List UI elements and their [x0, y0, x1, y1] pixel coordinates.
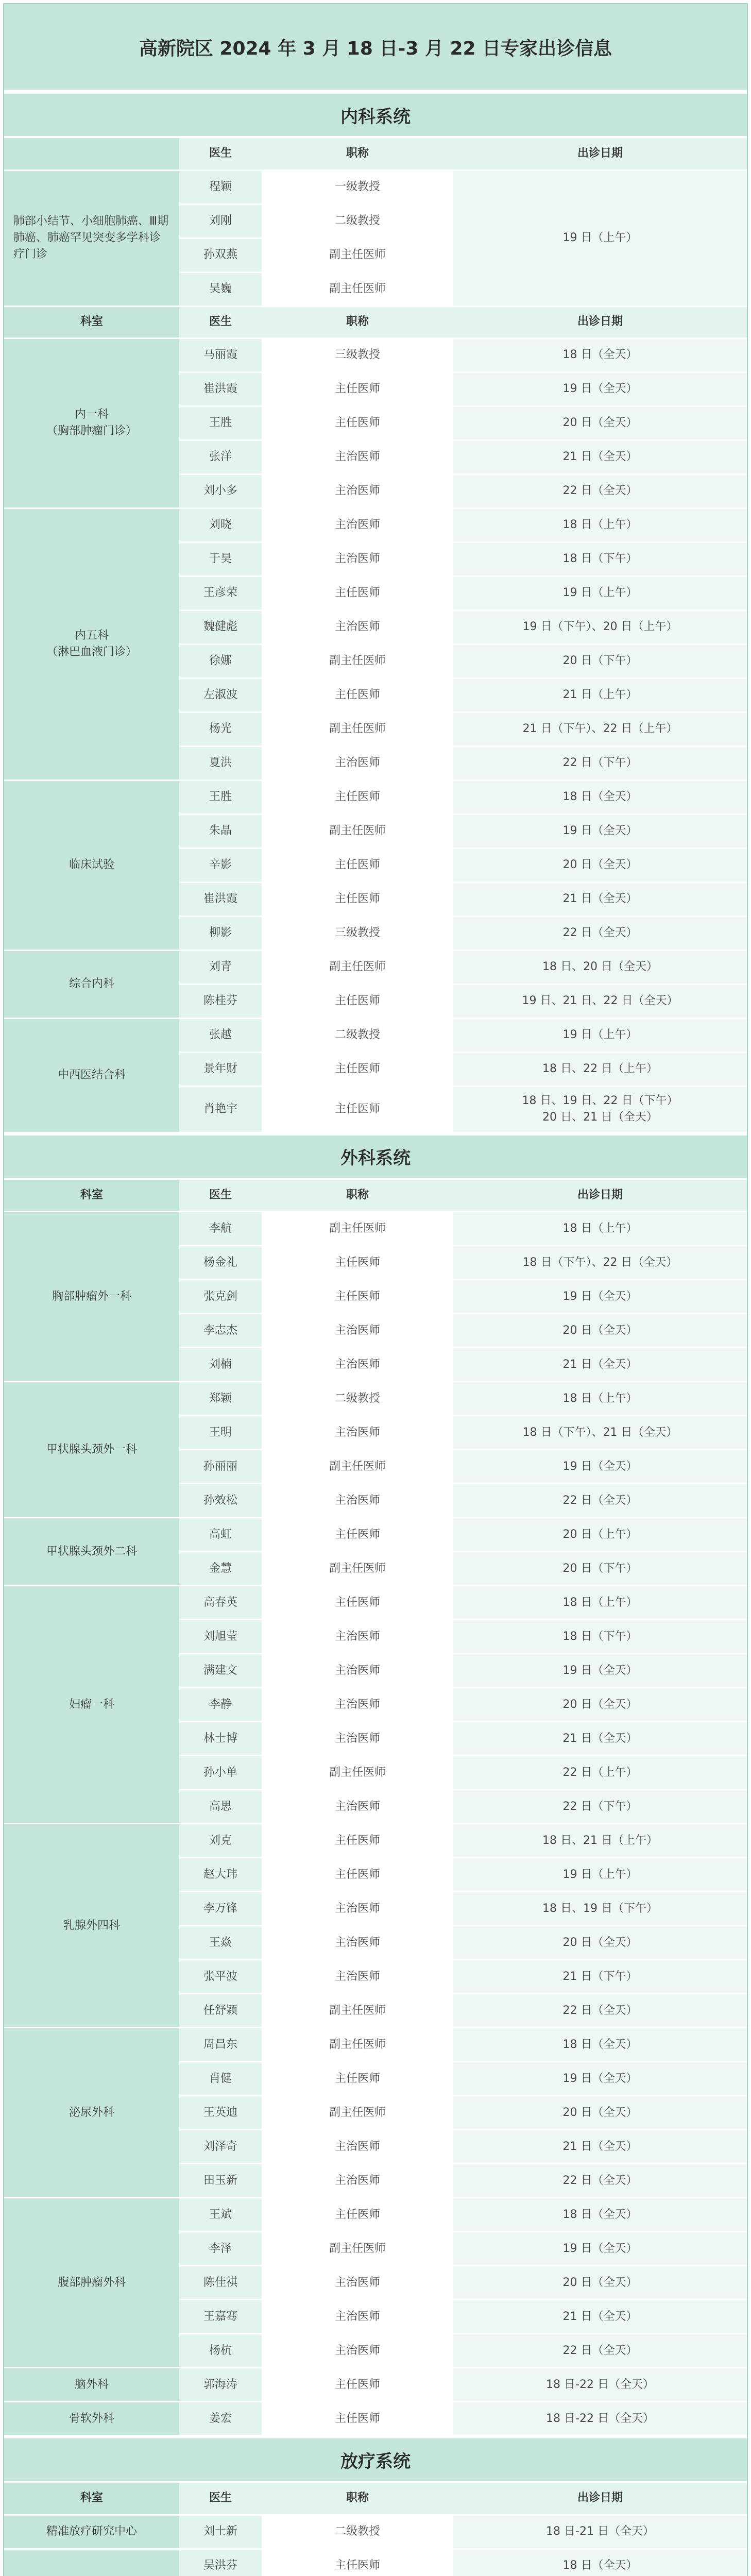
- title-cell: 主治医师: [262, 1790, 453, 1824]
- date-cell: 21 日（全天）: [453, 2130, 747, 2164]
- date-cell: 20 日（全天）: [453, 848, 747, 882]
- title-cell: 主治医师: [262, 2130, 453, 2164]
- title-cell: 主治医师: [262, 1348, 453, 1382]
- title-cell: 副主任医师: [262, 238, 453, 272]
- doctor-cell: 吴洪芬: [179, 2549, 262, 2576]
- doctor-cell: 孙效松: [179, 1484, 262, 1518]
- table-row: [4, 950, 747, 984]
- title-cell: 主治医师: [262, 542, 453, 576]
- title-cell: 二级教授: [262, 1018, 453, 1052]
- header-date: 出诊日期: [453, 1180, 747, 1212]
- date-cell: 22 日（全天）: [453, 2164, 747, 2198]
- doctor-cell: 孙小单: [179, 1756, 262, 1790]
- header-doctor: 医生: [179, 306, 262, 338]
- date-cell: 19 日（上午）: [453, 576, 747, 610]
- header-date: 出诊日期: [453, 2483, 747, 2515]
- date-cell: 22 日（全天）: [453, 474, 747, 508]
- table-row: [4, 1824, 747, 1858]
- title-cell: 副主任医师: [262, 814, 453, 848]
- doctor-cell: 魏健彪: [179, 610, 262, 644]
- date-cell: 18 日（上午）: [453, 1586, 747, 1620]
- title-cell: 主任医师: [262, 406, 453, 440]
- title-cell: 副主任医师: [262, 2028, 453, 2062]
- date-cell: 20 日（下午）: [453, 644, 747, 678]
- dept-cell: 乳腺外四科: [4, 1824, 179, 2028]
- title-cell: 主任医师: [262, 1586, 453, 1620]
- doctor-cell: 刘小多: [179, 474, 262, 508]
- date-cell: 21 日（下午）、22 日（上午）: [453, 712, 747, 746]
- doctor-cell: 辛影: [179, 848, 262, 882]
- date-cell: 18 日（下午）: [453, 1620, 747, 1654]
- date-cell: 18 日、20 日（全天）: [453, 950, 747, 984]
- title-cell: 主任医师: [262, 984, 453, 1018]
- doctor-cell: 李泽: [179, 2232, 262, 2266]
- date-cell: 21 日（全天）: [453, 440, 747, 474]
- title-cell: 主任医师: [262, 848, 453, 882]
- title-cell: 主任医师: [262, 2198, 453, 2232]
- date-cell: 22 日（全天）: [453, 916, 747, 950]
- title-cell: 主治医师: [262, 1688, 453, 1722]
- title-cell: 副主任医师: [262, 272, 453, 306]
- doctor-cell: 林士博: [179, 1722, 262, 1756]
- title-cell: 主任医师: [262, 1858, 453, 1892]
- title-cell: 主任医师: [262, 2062, 453, 2096]
- title-cell: 主任医师: [262, 1518, 453, 1552]
- doctor-cell: 任舒颖: [179, 1994, 262, 2028]
- doctor-cell: 满建文: [179, 1654, 262, 1688]
- table-row: [4, 1018, 747, 1052]
- title-cell: 副主任医师: [262, 644, 453, 678]
- table-row: [4, 2198, 747, 2232]
- table-row: [4, 1382, 747, 1416]
- doctor-cell: 孙丽丽: [179, 1450, 262, 1484]
- header-title: 职称: [262, 2483, 453, 2515]
- title-cell: 主任医师: [262, 1086, 453, 1132]
- doctor-cell: 吴巍: [179, 272, 262, 306]
- title-cell: 主治医师: [262, 1416, 453, 1450]
- title-cell: 三级教授: [262, 916, 453, 950]
- doctor-cell: 王斌: [179, 2198, 262, 2232]
- doctor-cell: 王焱: [179, 1926, 262, 1960]
- table-header-row: [4, 138, 747, 170]
- doctor-cell: 高思: [179, 1790, 262, 1824]
- table-row: [4, 2402, 747, 2436]
- title-cell: 主治医师: [262, 1314, 453, 1348]
- doctor-cell: 王胜: [179, 780, 262, 814]
- title-cell: 主任医师: [262, 678, 453, 712]
- date-cell: 20 日（全天）: [453, 1314, 747, 1348]
- header-dept: 科室: [4, 2483, 179, 2515]
- title-cell: 主治医师: [262, 1892, 453, 1926]
- date-cell: 21 日（全天）: [453, 882, 747, 916]
- doctor-cell: 刘青: [179, 950, 262, 984]
- doctor-cell: 柳影: [179, 916, 262, 950]
- date-cell: 18 日（全天）: [453, 338, 747, 372]
- dept-cell: [4, 138, 179, 170]
- doctor-cell: 杨金礼: [179, 1246, 262, 1280]
- date-cell: 19 日（全天）: [453, 372, 747, 406]
- doctor-cell: 张平波: [179, 1960, 262, 1994]
- dept-cell: 内五科 （淋巴血液门诊）: [4, 508, 179, 780]
- doctor-cell: 肖健: [179, 2062, 262, 2096]
- title-cell: 主任医师: [262, 2549, 453, 2576]
- title-cell: 主治医师: [262, 2266, 453, 2300]
- date-cell: 19 日（上午）: [453, 1018, 747, 1052]
- doctor-cell: 夏洪: [179, 746, 262, 780]
- title-cell: 主治医师: [262, 1960, 453, 1994]
- dept-cell: 甲状腺头颈外二科: [4, 1518, 179, 1586]
- doctor-cell: 高虹: [179, 1518, 262, 1552]
- table-row: [4, 780, 747, 814]
- table-header-row: [4, 2483, 747, 2515]
- date-cell: 18 日、22 日（上午）: [453, 1052, 747, 1086]
- dept-cell: 临床试验: [4, 780, 179, 950]
- date-cell: 20 日（上午）: [453, 1518, 747, 1552]
- doctor-cell: 刘晓: [179, 508, 262, 542]
- title-cell: 主任医师: [262, 2402, 453, 2436]
- date-cell: 19 日（下午）、20 日（上午）: [453, 610, 747, 644]
- title-cell: 主任医师: [262, 1246, 453, 1280]
- title-cell: 主任医师: [262, 780, 453, 814]
- doctor-cell: 王彦荣: [179, 576, 262, 610]
- table-row: [4, 2515, 747, 2549]
- date-cell: 22 日（全天）: [453, 1484, 747, 1518]
- date-cell: 21 日（全天）: [453, 1348, 747, 1382]
- table-row: [4, 508, 747, 542]
- section-header: 内科系统: [4, 92, 747, 138]
- title-cell: 主任医师: [262, 1824, 453, 1858]
- date-cell: 18 日（全天）: [453, 2549, 747, 2576]
- doctor-cell: 刘刚: [179, 204, 262, 238]
- dept-cell: 精准放疗研究中心: [4, 2515, 179, 2549]
- date-cell: 19 日（全天）: [453, 2232, 747, 2266]
- dept-cell: 脑外科: [4, 2368, 179, 2402]
- date-cell: 22 日（全天）: [453, 2334, 747, 2368]
- title-cell: 主治医师: [262, 1926, 453, 1960]
- title-cell: 主任医师: [262, 1052, 453, 1086]
- doctor-cell: 郑颖: [179, 1382, 262, 1416]
- page-title: 高新院区 2024 年 3 月 18 日-3 月 22 日专家出诊信息: [4, 4, 747, 92]
- title-cell: 主治医师: [262, 2300, 453, 2334]
- date-cell: 18 日（上午）: [453, 1212, 747, 1246]
- doctor-cell: 朱晶: [179, 814, 262, 848]
- table-header-row: [4, 306, 747, 338]
- schedule-table: [4, 2483, 747, 2576]
- doctor-cell: 刘楠: [179, 1348, 262, 1382]
- doctor-cell: 刘士新: [179, 2515, 262, 2549]
- doctor-cell: 赵大玮: [179, 1858, 262, 1892]
- date-cell: 19 日、21 日、22 日（全天）: [453, 984, 747, 1018]
- doctor-cell: 景年财: [179, 1052, 262, 1086]
- date-cell: 20 日（全天）: [453, 1926, 747, 1960]
- doctor-cell: 高春英: [179, 1586, 262, 1620]
- dept-cell: 肺部小结节、小细胞肺癌、Ⅲ期肺癌、肺癌罕见突变多学科诊疗门诊: [4, 170, 179, 306]
- title-cell: 主治医师: [262, 1654, 453, 1688]
- doctor-cell: 于昊: [179, 542, 262, 576]
- date-cell: 21 日（上午）: [453, 678, 747, 712]
- header-doctor: 医生: [179, 1180, 262, 1212]
- title-cell: 二级教授: [262, 2515, 453, 2549]
- section-header: 外科系统: [4, 1133, 747, 1180]
- title-cell: 主任医师: [262, 576, 453, 610]
- header-date: 出诊日期: [453, 306, 747, 338]
- doctor-cell: 刘泽奇: [179, 2130, 262, 2164]
- date-cell: 22 日（下午）: [453, 1790, 747, 1824]
- doctor-cell: 左淑波: [179, 678, 262, 712]
- table-row: [4, 1518, 747, 1552]
- dept-cell: [4, 2549, 179, 2576]
- date-cell: 19 日（全天）: [453, 814, 747, 848]
- doctor-cell: 张洋: [179, 440, 262, 474]
- doctor-cell: 崔洪霞: [179, 372, 262, 406]
- doctor-cell: 程颖: [179, 170, 262, 204]
- title-cell: 副主任医师: [262, 1756, 453, 1790]
- section-header: 放疗系统: [4, 2436, 747, 2483]
- title-cell: 主治医师: [262, 440, 453, 474]
- table-row: [4, 338, 747, 372]
- table-row: [4, 2368, 747, 2402]
- header-title: 职称: [262, 306, 453, 338]
- doctor-cell: 李静: [179, 1688, 262, 1722]
- dept-cell: 胸部肿瘤外一科: [4, 1212, 179, 1382]
- table-row: [4, 1586, 747, 1620]
- title-cell: 三级教授: [262, 338, 453, 372]
- header-title: 职称: [262, 138, 453, 170]
- date-cell: 18 日（全天）: [453, 780, 747, 814]
- date-cell: 19 日（全天）: [453, 2062, 747, 2096]
- date-cell: 19 日（全天）: [453, 1654, 747, 1688]
- header-title: 职称: [262, 1180, 453, 1212]
- doctor-cell: 杨光: [179, 712, 262, 746]
- dept-cell: 甲状腺头颈外一科: [4, 1382, 179, 1518]
- table-header-row: [4, 1180, 747, 1212]
- date-cell: 20 日（下午）: [453, 1552, 747, 1586]
- dept-cell: 腹部肿瘤外科: [4, 2198, 179, 2368]
- date-cell: 20 日（全天）: [453, 2096, 747, 2130]
- doctor-cell: 崔洪霞: [179, 882, 262, 916]
- schedule-table: [4, 138, 747, 1133]
- title-cell: 主治医师: [262, 1722, 453, 1756]
- dept-cell: 内一科 （胸部肿瘤门诊）: [4, 338, 179, 508]
- date-cell: 19 日（上午）: [453, 1858, 747, 1892]
- date-cell: 18 日-22 日（全天）: [453, 2402, 747, 2436]
- date-cell: 18 日-21 日（全天）: [453, 2515, 747, 2549]
- dept-cell: 骨软外科: [4, 2402, 179, 2436]
- doctor-cell: 杨杭: [179, 2334, 262, 2368]
- doctor-cell: 王胜: [179, 406, 262, 440]
- date-cell: 20 日（全天）: [453, 2266, 747, 2300]
- schedule-document: [3, 3, 748, 2576]
- sections-container: [4, 92, 747, 2576]
- doctor-cell: 张克剑: [179, 1280, 262, 1314]
- date-cell: 18 日（上午）: [453, 508, 747, 542]
- doctor-cell: 陈桂芬: [179, 984, 262, 1018]
- title-cell: 主治医师: [262, 474, 453, 508]
- header-dept: 科室: [4, 306, 179, 338]
- date-cell: 22 日（上午）: [453, 1756, 747, 1790]
- date-cell: 21 日（下午）: [453, 1960, 747, 1994]
- doctor-cell: 李志杰: [179, 1314, 262, 1348]
- date-cell: 18 日（上午）: [453, 1382, 747, 1416]
- date-cell: 18 日（全天）: [453, 2198, 747, 2232]
- title-cell: 副主任医师: [262, 1994, 453, 2028]
- date-cell: 18 日-22 日（全天）: [453, 2368, 747, 2402]
- header-date: 出诊日期: [453, 138, 747, 170]
- title-cell: 主任医师: [262, 882, 453, 916]
- title-cell: 主治医师: [262, 746, 453, 780]
- doctor-cell: 李万锋: [179, 1892, 262, 1926]
- doctor-cell: 刘克: [179, 1824, 262, 1858]
- date-cell: 18 日、21 日（上午）: [453, 1824, 747, 1858]
- title-cell: 主治医师: [262, 610, 453, 644]
- title-cell: 副主任医师: [262, 2232, 453, 2266]
- date-cell: 19 日（全天）: [453, 1450, 747, 1484]
- header-dept: 科室: [4, 1180, 179, 1212]
- doctor-cell: 姜宏: [179, 2402, 262, 2436]
- date-cell: 19 日（上午）: [453, 170, 747, 306]
- doctor-cell: 王明: [179, 1416, 262, 1450]
- date-cell: 21 日（全天）: [453, 2300, 747, 2334]
- dept-cell: 妇瘤一科: [4, 1586, 179, 1824]
- title-cell: 副主任医师: [262, 950, 453, 984]
- title-cell: 主治医师: [262, 1620, 453, 1654]
- table-row: [4, 2549, 747, 2576]
- date-cell: 20 日（全天）: [453, 1688, 747, 1722]
- doctor-cell: 张越: [179, 1018, 262, 1052]
- doctor-cell: 金慧: [179, 1552, 262, 1586]
- doctor-cell: 王英迪: [179, 2096, 262, 2130]
- doctor-cell: 陈佳祺: [179, 2266, 262, 2300]
- title-cell: 主治医师: [262, 2334, 453, 2368]
- header-doctor: 医生: [179, 2483, 262, 2515]
- date-cell: 18 日、19 日（下午）: [453, 1892, 747, 1926]
- title-cell: 主任医师: [262, 372, 453, 406]
- title-cell: 副主任医师: [262, 1212, 453, 1246]
- dept-cell: 泌尿外科: [4, 2028, 179, 2198]
- schedule-table: [4, 1180, 747, 2437]
- title-cell: 主治医师: [262, 2164, 453, 2198]
- doctor-cell: 孙双燕: [179, 238, 262, 272]
- date-cell: 18 日（下午）、22 日（全天）: [453, 1246, 747, 1280]
- date-cell: 18 日、19 日、22 日（下午） 20 日、21 日（全天）: [453, 1086, 747, 1132]
- date-cell: 22 日（下午）: [453, 746, 747, 780]
- table-row: [4, 170, 747, 204]
- dept-cell: 综合内科: [4, 950, 179, 1018]
- date-cell: 21 日（全天）: [453, 1722, 747, 1756]
- title-cell: 副主任医师: [262, 1552, 453, 1586]
- title-cell: 副主任医师: [262, 1450, 453, 1484]
- title-cell: 一级教授: [262, 170, 453, 204]
- doctor-cell: 马丽霞: [179, 338, 262, 372]
- date-cell: 18 日（下午）: [453, 542, 747, 576]
- header-doctor: 医生: [179, 138, 262, 170]
- title-cell: 副主任医师: [262, 2096, 453, 2130]
- doctor-cell: 李航: [179, 1212, 262, 1246]
- date-cell: 20 日（全天）: [453, 406, 747, 440]
- doctor-cell: 徐娜: [179, 644, 262, 678]
- table-row: [4, 2028, 747, 2062]
- doctor-cell: 周昌东: [179, 2028, 262, 2062]
- doctor-cell: 肖艳宇: [179, 1086, 262, 1132]
- title-cell: 主治医师: [262, 508, 453, 542]
- date-cell: 18 日（下午）、21 日（全天）: [453, 1416, 747, 1450]
- doctor-cell: 刘旭莹: [179, 1620, 262, 1654]
- title-cell: 主任医师: [262, 2368, 453, 2402]
- date-cell: 19 日（全天）: [453, 1280, 747, 1314]
- title-cell: 主治医师: [262, 1484, 453, 1518]
- title-cell: 副主任医师: [262, 712, 453, 746]
- dept-cell: 中西医结合科: [4, 1018, 179, 1132]
- table-row: [4, 1212, 747, 1246]
- doctor-cell: 郭海涛: [179, 2368, 262, 2402]
- date-cell: 18 日（全天）: [453, 2028, 747, 2062]
- title-cell: 主任医师: [262, 1280, 453, 1314]
- title-cell: 二级教授: [262, 204, 453, 238]
- doctor-cell: 王嘉骞: [179, 2300, 262, 2334]
- doctor-cell: 田玉新: [179, 2164, 262, 2198]
- date-cell: 22 日（全天）: [453, 1994, 747, 2028]
- title-cell: 二级教授: [262, 1382, 453, 1416]
